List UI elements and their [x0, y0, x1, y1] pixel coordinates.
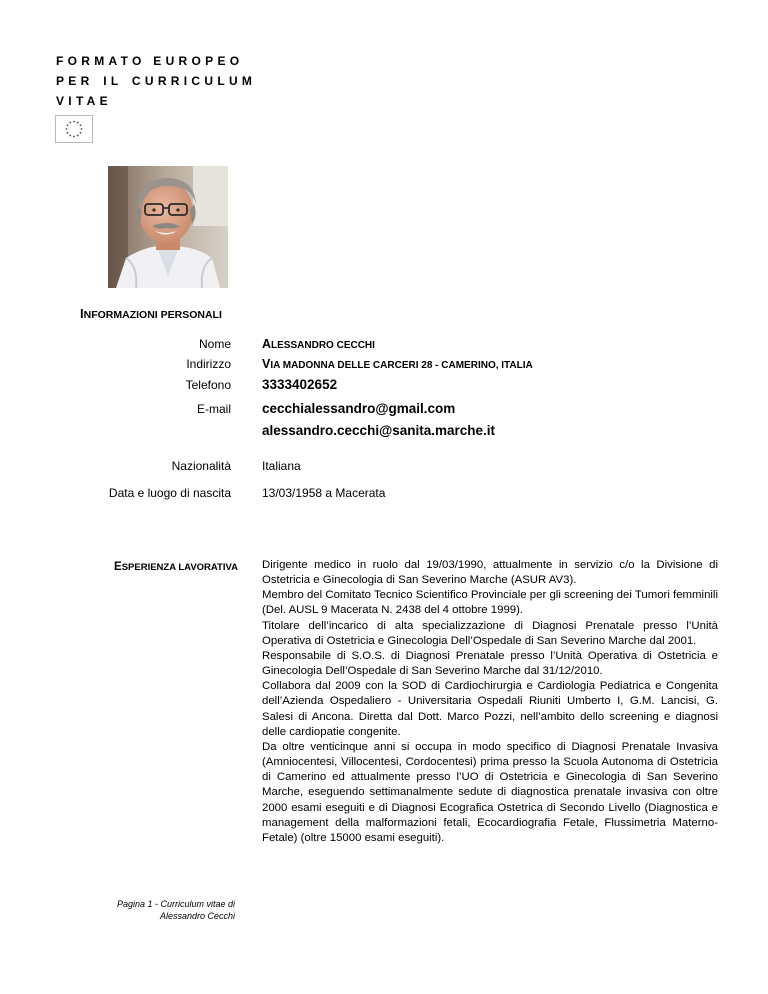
work-paragraph: Membro del Comitato Tecnico Scientifico Provinciale per gli screening dei Tumori femminili (Del. AUSL 9 Macerata N. 2438 del 4 ottobre 1999).	[262, 589, 718, 617]
nationality-value: Italiana	[262, 459, 301, 473]
section-heading-work-experience: ESPERIENZA LAVORATIVA	[114, 561, 238, 573]
title-line-1: FORMATO EUROPEO	[56, 54, 244, 68]
page-title	[56, 51, 256, 111]
address-label: Indirizzo	[186, 357, 231, 371]
eu-star	[67, 132, 69, 134]
eu-star	[80, 124, 82, 126]
email-value-2[interactable]: alessandro.cecchi@sanita.marche.it	[262, 423, 496, 438]
eu-star	[66, 128, 68, 130]
footer-line-2: Alessandro Cecchi	[159, 911, 235, 921]
eu-star	[73, 136, 75, 138]
eu-flag-icon	[55, 115, 93, 143]
phone-value: 3333402652	[262, 377, 338, 392]
eu-star	[73, 121, 75, 123]
address-text: VIA MADONNA DELLE CARCERI 28 - CAMERINO, ITALIA	[262, 357, 533, 371]
work-paragraph: Collabora dal 2009 con la SOD di Cardiochirurgia e Cardiologia Pediatrica e Congenita dell’Azienda Ospedaliero - Universitaria Ospedali Riuniti Umberto I, G.M. Lancisi, G. Salesi di Ancona. Diretta dal Dott. Marco Pozzi, nell’ambito dello screening e diagnosi delle cardiopatie congenite.	[262, 680, 718, 738]
work-paragraph: Titolare dell’incarico di alta specializzazione di Diagnosi Prenatale presso l’Unità Operativa di Ostetricia e Ginecologia Dell’Ospedale di San Severino Marche dal 2001.	[262, 619, 718, 647]
footer-line-1: Pagina 1 - Curriculum vitae di	[116, 899, 235, 909]
nationality-label: Nazionalità	[171, 459, 231, 473]
work-paragraph: Responsabile di S.O.S. di Diagnosi Prenatale presso l’Unità Operativa di Ostetricia e Ginecologia Dell’Ospedale di San Severino Marche dal 31/12/2010.	[262, 649, 718, 678]
portrait-photo	[108, 166, 228, 288]
name-value	[262, 337, 375, 351]
eu-star	[69, 122, 71, 124]
email-value-1[interactable]: cecchialessandro@gmail.com	[262, 401, 456, 416]
eu-star	[77, 122, 79, 124]
eu-stars-icon	[56, 116, 92, 142]
eu-star	[80, 132, 82, 134]
work-experience-text	[262, 558, 718, 846]
name-label: Nome	[198, 337, 231, 351]
email-label: E-mail	[196, 402, 231, 416]
phone-label: Telefono	[185, 378, 231, 392]
eu-star	[77, 135, 79, 137]
eu-star	[67, 124, 69, 126]
title-line-2: PER IL CURRICULUM	[56, 74, 257, 88]
work-paragraph: Dirigente medico in ruolo dal 19/03/1990, attualmente in servizio c/o la Divisione di Ostetricia e Ginecologia di San Severino Marche (ASUR AV3).	[262, 559, 718, 587]
address-value	[262, 357, 533, 371]
eu-star	[69, 135, 71, 137]
eu-star	[81, 128, 83, 130]
page-footer	[117, 898, 235, 922]
birth-value: 13/03/1958 a Macerata	[262, 486, 386, 500]
work-paragraph: Da oltre venticinque anni si occupa in modo specifico di Diagnosi Prenatale Invasiva (Amniocentesi, Villocentesi, Cordocentesi) prima presso la Scuola Autonoma di Ostetricia di Camerino ed attualmente presso l’UO di Ostetricia e Ginecologia di San Severino Marche, eseguendo settimanalmente sedute di diagnostica prenatale invasiva con oltre 2000 esami eseguiti e di Diagnosi Ecografica Ostetrica di Secondo Livello (Diagnostica e management della malformazioni fetali, Ecocardiografia Fetale, Flussimetria Materno-Fetale) (oltre 15000 esami eseguiti).	[262, 740, 718, 844]
title-line-3: VITAE	[56, 94, 112, 108]
section-heading-personal-info: INFORMAZIONI PERSONALI	[80, 306, 222, 321]
birth-label: Data e luogo di nascita	[108, 486, 231, 500]
name-text: ALESSANDRO CECCHI	[262, 337, 375, 351]
